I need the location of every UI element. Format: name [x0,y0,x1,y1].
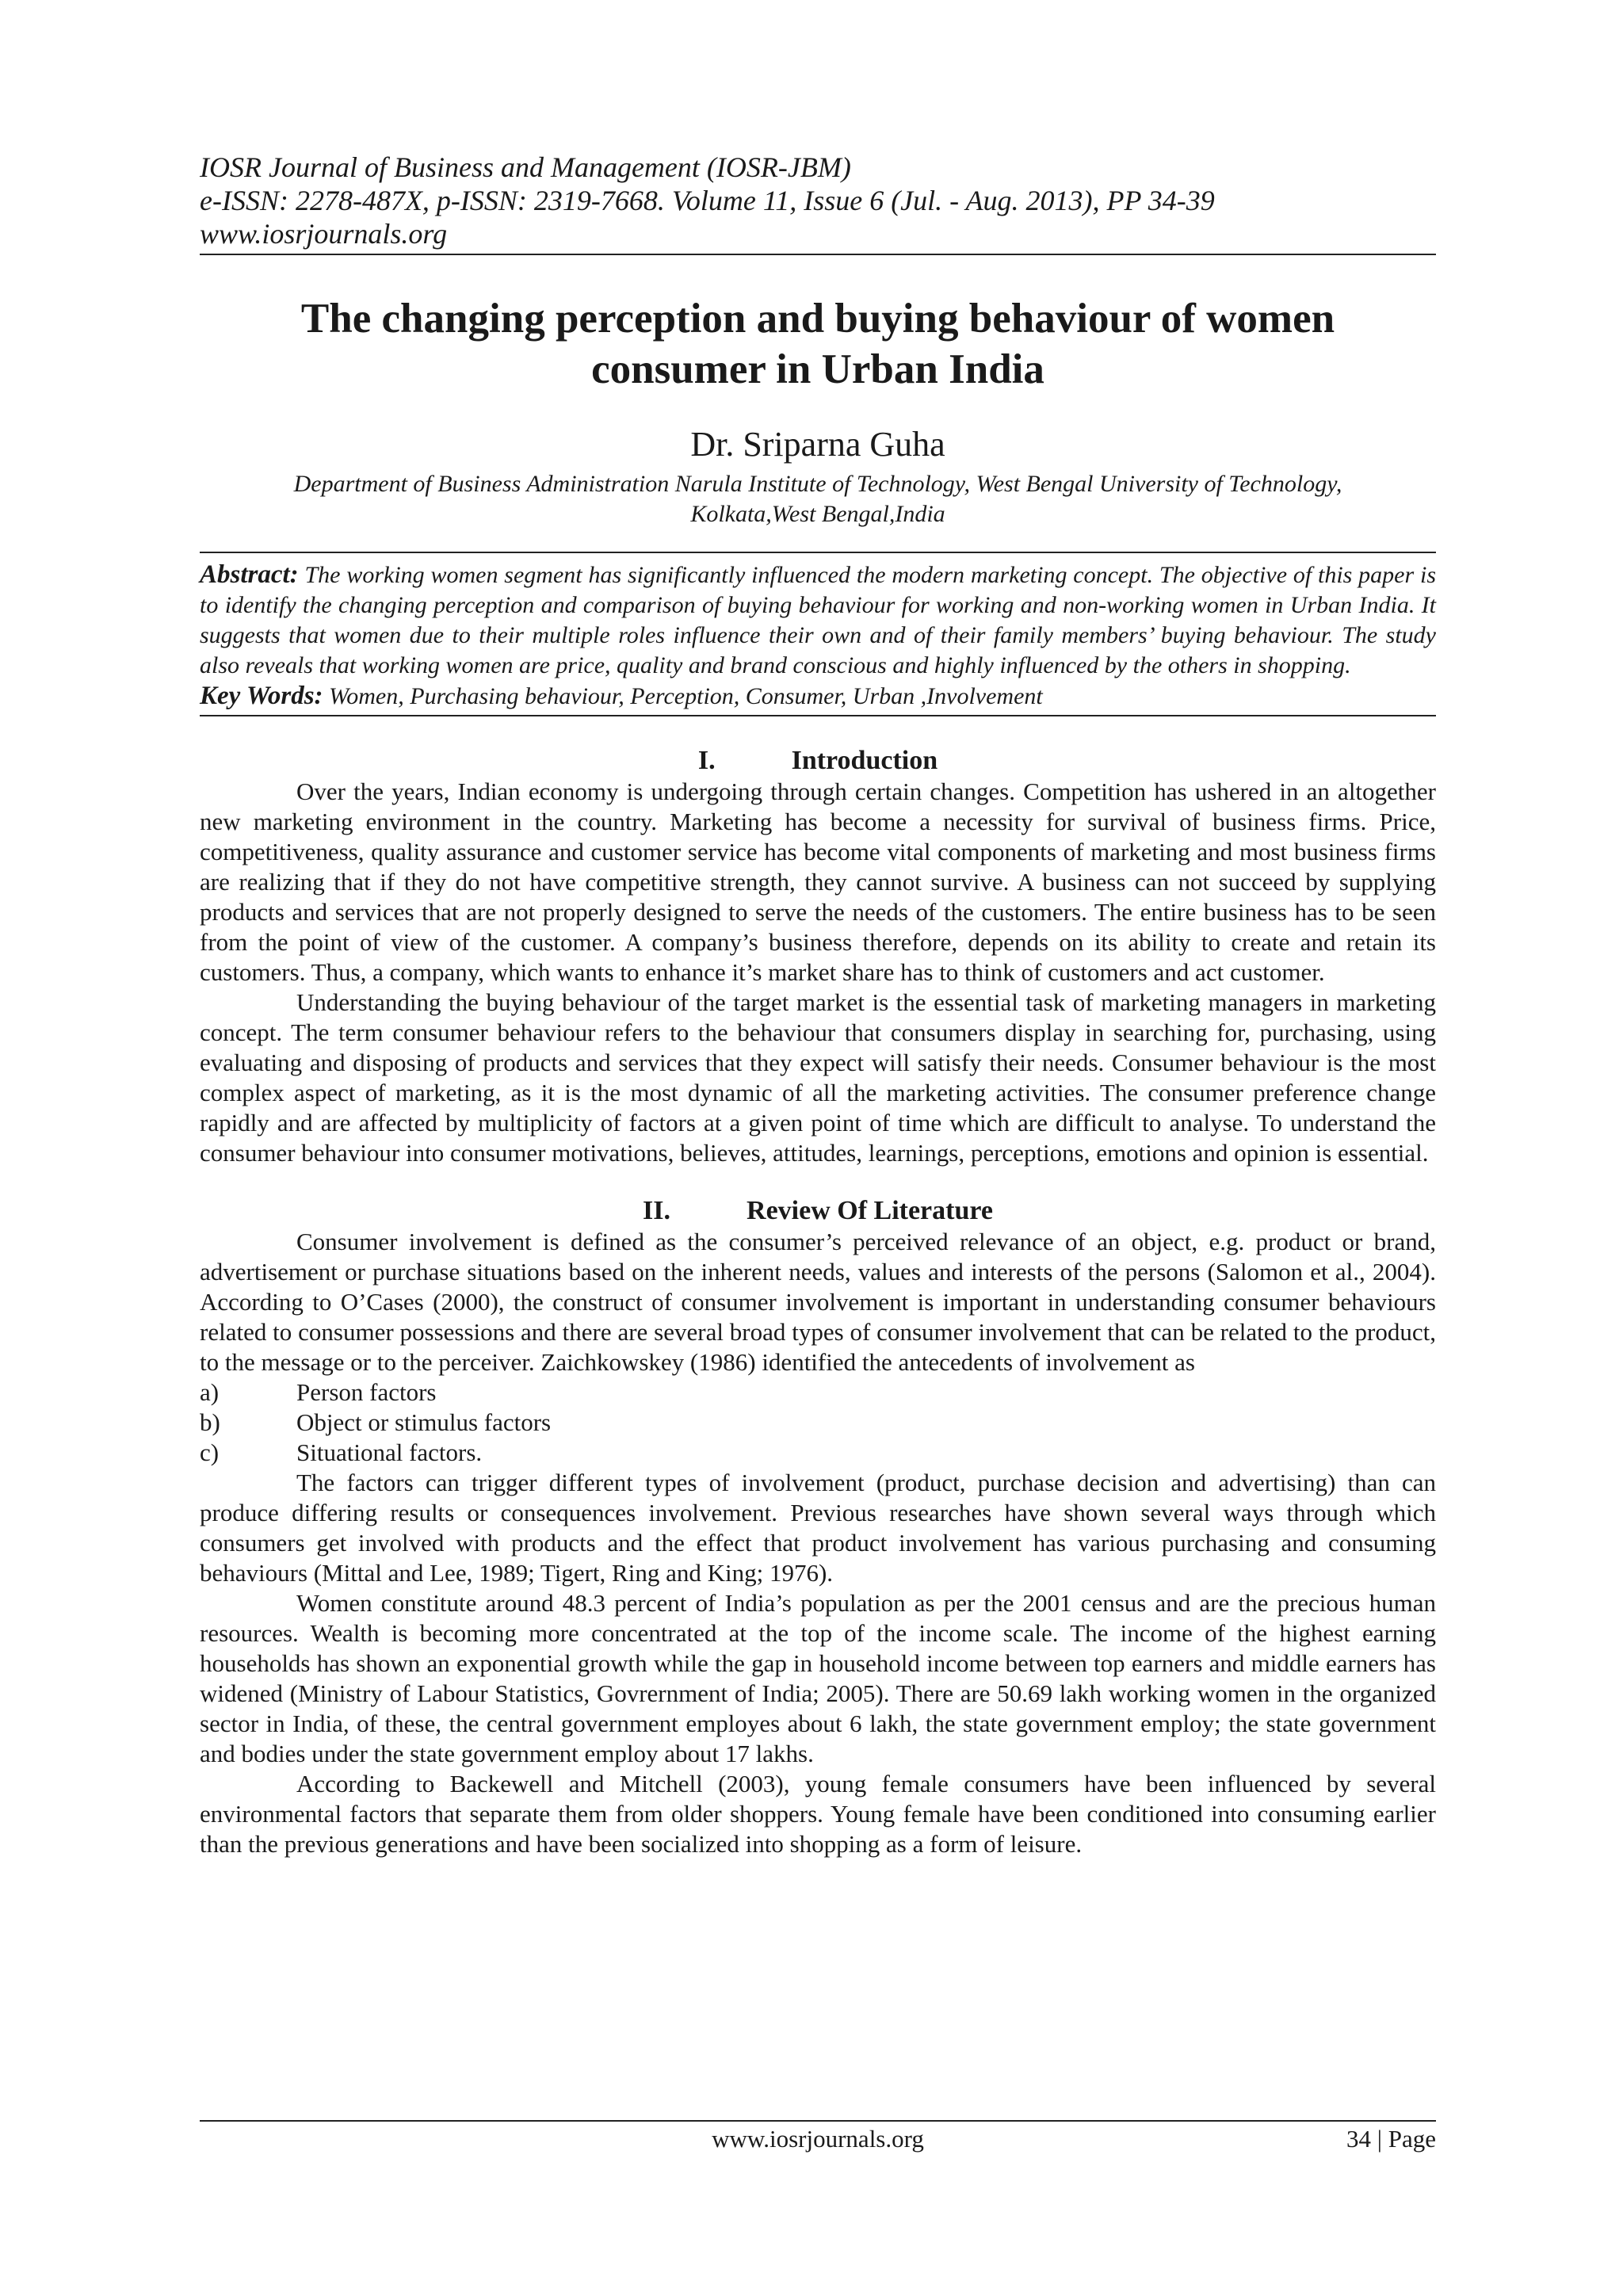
abstract-bottom-divider [200,715,1436,716]
page-number: 34 | Page [1346,2125,1436,2153]
section-title: Introduction [791,746,938,775]
affiliation-line-1: Department of Business Administration Narula Institute of Technology, West Bengal University of Technology, [293,471,1342,497]
section-heading-review-of-literature [200,1195,1436,1227]
author-affiliation [200,469,1436,529]
review-body [200,1227,1436,1859]
keywords [200,681,1436,712]
paper-title-line-2: consumer in Urban India [591,346,1044,392]
section-heading-introduction [200,745,1436,777]
abstract [200,560,1436,681]
review-paragraph-1: Consumer involvement is defined as the consumer’s perceived relevance of an object, e.g. product or brand, advertisement or purchase situations based on the inherent needs, values and interests of the persons (Salomon et al., 2004). According to O’Cases (2000), the construct of consumer involvement is important in understanding consumer behaviours related to consumer possessions and there are several broad types of consumer involvement that can be related to the product, to the message or to the perceiver. Zaichkowskey (1986) identified the antecedents of involvement as [200,1228,1436,1376]
list-item-text: Person factors [296,1378,437,1406]
list-item-text: Object or stimulus factors [296,1408,552,1436]
review-paragraph-2: The factors can trigger different types of involvement (product, purchase decision and advertising) than can produce differing results or consequences involvement. Previous researches have shown several ways through which consumers get involved with products and the effect that product involvement has various purchasing and consuming behaviours (Mittal and Lee, 1989; Tigert, Ring and King; 1976). [200,1469,1436,1587]
affiliation-line-2: Kolkata,West Bengal,India [690,501,945,527]
paper-page [200,151,1436,1859]
review-paragraph-3: Women constitute around 48.3 percent of India’s population as per the 2001 census and are the precious human resources. Wealth is becoming more concentrated at the top of the income scale. The income of the highest earning households has shown an exponential growth while the gap in household income between top earners and middle earners has widened (Ministry of Labour Statistics, Govrernment of India; 2005). There are 50.69 lakh working women in the organized sector in India, of these, the central government employes about 6 lakh, the state government employ; the state government and bodies under the state government employ about 17 lakhs. [200,1589,1436,1767]
keywords-label: Key Words: [200,682,323,710]
review-paragraph-4: According to Backewell and Mitchell (2003), young female consumers have been influenced by several environmental factors that separate them from older shoppers. Young female have been conditioned into consuming earlier than the previous generations and have been socialized into shopping as a form of leisure. [200,1770,1436,1858]
list-marker: c) [200,1438,220,1466]
list-item-text: Situational factors. [296,1438,483,1466]
footer-website: www.iosrjournals.org [712,2125,924,2153]
abstract-text: The working women segment has significantly influenced the modern marketing concept. The objective of this paper is to identify the changing perception and comparison of buying behaviour for working and non-working women in Urban India. It suggests that women due to their multiple roles influence their own and of their family members’ buying behaviour. The study also reveals that working women are price, quality and brand conscious and highly influenced by the others in shopping. [200,562,1436,678]
abstract-block [200,552,1436,716]
section-number: I. [697,746,716,775]
intro-paragraph-2: Understanding the buying behaviour of the target market is the essential task of marketing managers in marketing concept. The term consumer behaviour refers to the behaviour that consumers display in searching for, purchasing, using evaluating and disposing of products and services that they expect will satisfy their needs. Consumer behaviour is the most complex aspect of marketing, as it is the most dynamic of all the marketing activities. The consumer preference change rapidly and are affected by multiplicity of factors at a given point of time which are difficult to analyse. To understand the consumer behaviour into consumer motivations, believes, attitudes, learnings, perceptions, emotions and opinion is essential. [200,988,1436,1167]
intro-paragraph-1: Over the years, Indian economy is undergoing through certain changes. Competition has ushered in an altogether new marketing environment in the country. Marketing has become a necessity for survival of business firms. Price, competitiveness, quality assurance and customer service has become vital components of marketing and most business firms are realizing that if they do not have competitive strength, they cannot survive. A business can not succeed by supplying products and services that are not properly designed to serve the needs of the customers. The entire business has to be seen from the point of view of the customer. A company’s business therefore, depends on its ability to create and retain its customers. Thus, a company, which wants to enhance it’s market share has to think of customers and act customer. [200,777,1436,986]
list-item [200,1377,1436,1408]
abstract-label: Abstract: [200,560,299,589]
paper-title [200,293,1436,395]
antecedents-list [200,1377,1436,1468]
list-item [200,1438,1436,1468]
page-footer [200,2120,1436,2157]
journal-header [200,151,1436,250]
section-title: Review Of Literature [747,1196,993,1225]
abstract-top-divider [200,552,1436,553]
keywords-text: Women, Purchasing behaviour, Perception, Consumer, Urban ,Involvement [329,683,1043,709]
list-item [200,1408,1436,1438]
section-number: II. [643,1196,671,1225]
journal-website: www.iosrjournals.org [200,218,448,250]
list-marker: b) [200,1408,220,1436]
author-name: Dr. Sriparna Guha [690,425,945,464]
journal-name: IOSR Journal of Business and Management (IOSR-JBM) [200,151,851,183]
paper-title-line-1: The changing perception and buying behaviour of women [300,296,1335,342]
list-marker: a) [200,1378,220,1406]
introduction-body [200,777,1436,1168]
header-divider [200,254,1436,255]
journal-issn: e-ISSN: 2278-487X, p-ISSN: 2319-7668. Volume 11, Issue 6 (Jul. - Aug. 2013), PP 34-39 [200,185,1215,216]
